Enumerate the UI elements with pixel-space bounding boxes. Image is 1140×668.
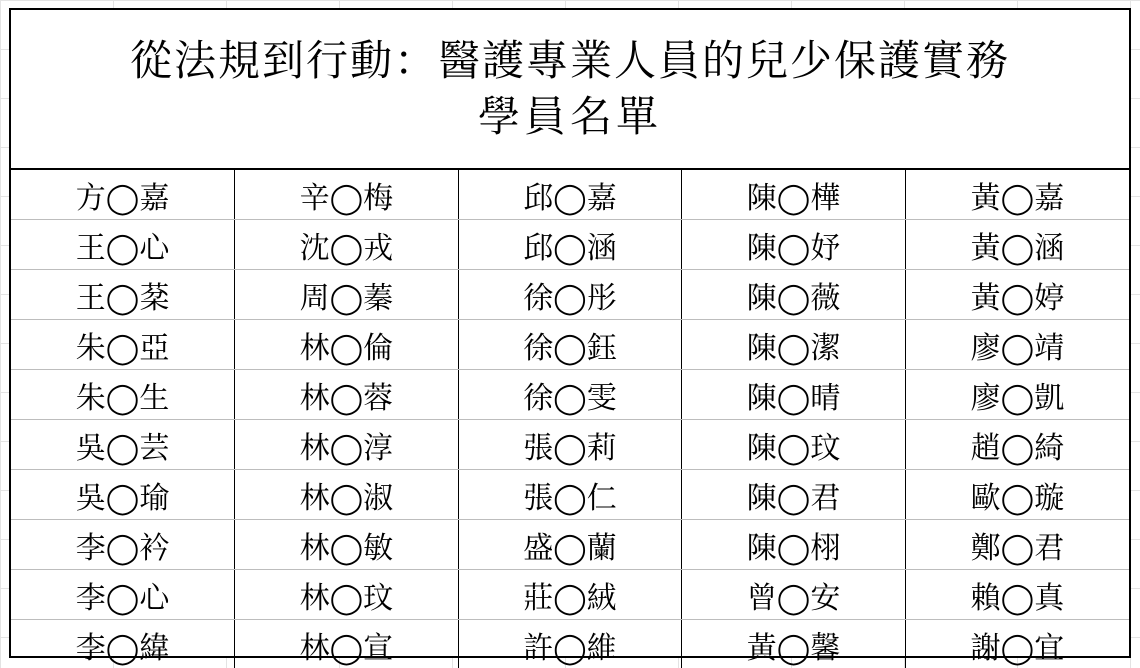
- student-name-cell[interactable]: 黃◯馨: [682, 620, 906, 668]
- student-name-cell[interactable]: 徐◯鈺: [458, 320, 682, 370]
- table-row: [11, 620, 1129, 668]
- student-name-cell[interactable]: 陳◯樺: [682, 170, 906, 220]
- student-name-cell[interactable]: 莊◯絨: [458, 570, 682, 620]
- student-name-cell[interactable]: 賴◯真: [905, 570, 1129, 620]
- student-name-cell[interactable]: 張◯莉: [458, 420, 682, 470]
- student-name-cell[interactable]: 王◯棻: [11, 270, 235, 320]
- student-name-cell[interactable]: 陳◯潔: [682, 320, 906, 370]
- student-name-cell[interactable]: 吳◯瑜: [11, 470, 235, 520]
- student-name-cell[interactable]: 朱◯亞: [11, 320, 235, 370]
- student-name-cell[interactable]: 陳◯妤: [682, 220, 906, 270]
- student-name-cell[interactable]: 陳◯玟: [682, 420, 906, 470]
- student-name-cell[interactable]: 沈◯戎: [235, 220, 459, 270]
- student-name-cell[interactable]: 陳◯薇: [682, 270, 906, 320]
- table-row: [11, 170, 1129, 220]
- student-name-cell[interactable]: 廖◯靖: [905, 320, 1129, 370]
- student-name-cell[interactable]: 鄭◯君: [905, 520, 1129, 570]
- student-name-cell[interactable]: 吳◯芸: [11, 420, 235, 470]
- table-row: [11, 570, 1129, 620]
- roster-sheet: [9, 8, 1131, 666]
- table-row: [11, 370, 1129, 420]
- student-name-cell[interactable]: 陳◯栩: [682, 520, 906, 570]
- student-name-cell[interactable]: 邱◯涵: [458, 220, 682, 270]
- student-name-cell[interactable]: 徐◯彤: [458, 270, 682, 320]
- roster-body: [11, 170, 1129, 668]
- table-row: [11, 320, 1129, 370]
- student-name-cell[interactable]: 徐◯雯: [458, 370, 682, 420]
- student-name-cell[interactable]: 黃◯婷: [905, 270, 1129, 320]
- student-name-cell[interactable]: 邱◯嘉: [458, 170, 682, 220]
- student-name-cell[interactable]: 廖◯凱: [905, 370, 1129, 420]
- student-name-cell[interactable]: 李◯心: [11, 570, 235, 620]
- table-row: [11, 470, 1129, 520]
- student-name-cell[interactable]: 林◯倫: [235, 320, 459, 370]
- student-name-cell[interactable]: 許◯維: [458, 620, 682, 668]
- student-roster-table: [11, 170, 1129, 668]
- student-name-cell[interactable]: 林◯敏: [235, 520, 459, 570]
- student-name-cell[interactable]: 林◯宣: [235, 620, 459, 668]
- student-name-cell[interactable]: 辛◯梅: [235, 170, 459, 220]
- student-name-cell[interactable]: 周◯蓁: [235, 270, 459, 320]
- table-row: [11, 520, 1129, 570]
- page-title: 從法規到行動：醫護專業人員的兒少保護實務: [129, 36, 1010, 85]
- sheet-header: [11, 10, 1129, 170]
- student-name-cell[interactable]: 林◯蓉: [235, 370, 459, 420]
- student-name-cell[interactable]: 林◯淳: [235, 420, 459, 470]
- student-name-cell[interactable]: 朱◯生: [11, 370, 235, 420]
- student-name-cell[interactable]: 陳◯晴: [682, 370, 906, 420]
- student-name-cell[interactable]: 方◯嘉: [11, 170, 235, 220]
- student-name-cell[interactable]: 黃◯嘉: [905, 170, 1129, 220]
- student-name-cell[interactable]: 黃◯涵: [905, 220, 1129, 270]
- student-name-cell[interactable]: 張◯仁: [458, 470, 682, 520]
- student-name-cell[interactable]: 陳◯君: [682, 470, 906, 520]
- student-name-cell[interactable]: 林◯淑: [235, 470, 459, 520]
- student-name-cell[interactable]: 王◯心: [11, 220, 235, 270]
- student-name-cell[interactable]: 趙◯綺: [905, 420, 1129, 470]
- page-subtitle: 學員名單: [477, 92, 662, 141]
- table-row: [11, 220, 1129, 270]
- table-row: [11, 270, 1129, 320]
- student-name-cell[interactable]: 林◯玟: [235, 570, 459, 620]
- student-name-cell[interactable]: 李◯衿: [11, 520, 235, 570]
- student-name-cell[interactable]: 曾◯安: [682, 570, 906, 620]
- table-row: [11, 420, 1129, 470]
- student-name-cell[interactable]: 歐◯璇: [905, 470, 1129, 520]
- student-name-cell[interactable]: 李◯緯: [11, 620, 235, 668]
- student-name-cell[interactable]: 謝◯宜: [970, 630, 1065, 666]
- student-name-cell[interactable]: 盛◯蘭: [458, 520, 682, 570]
